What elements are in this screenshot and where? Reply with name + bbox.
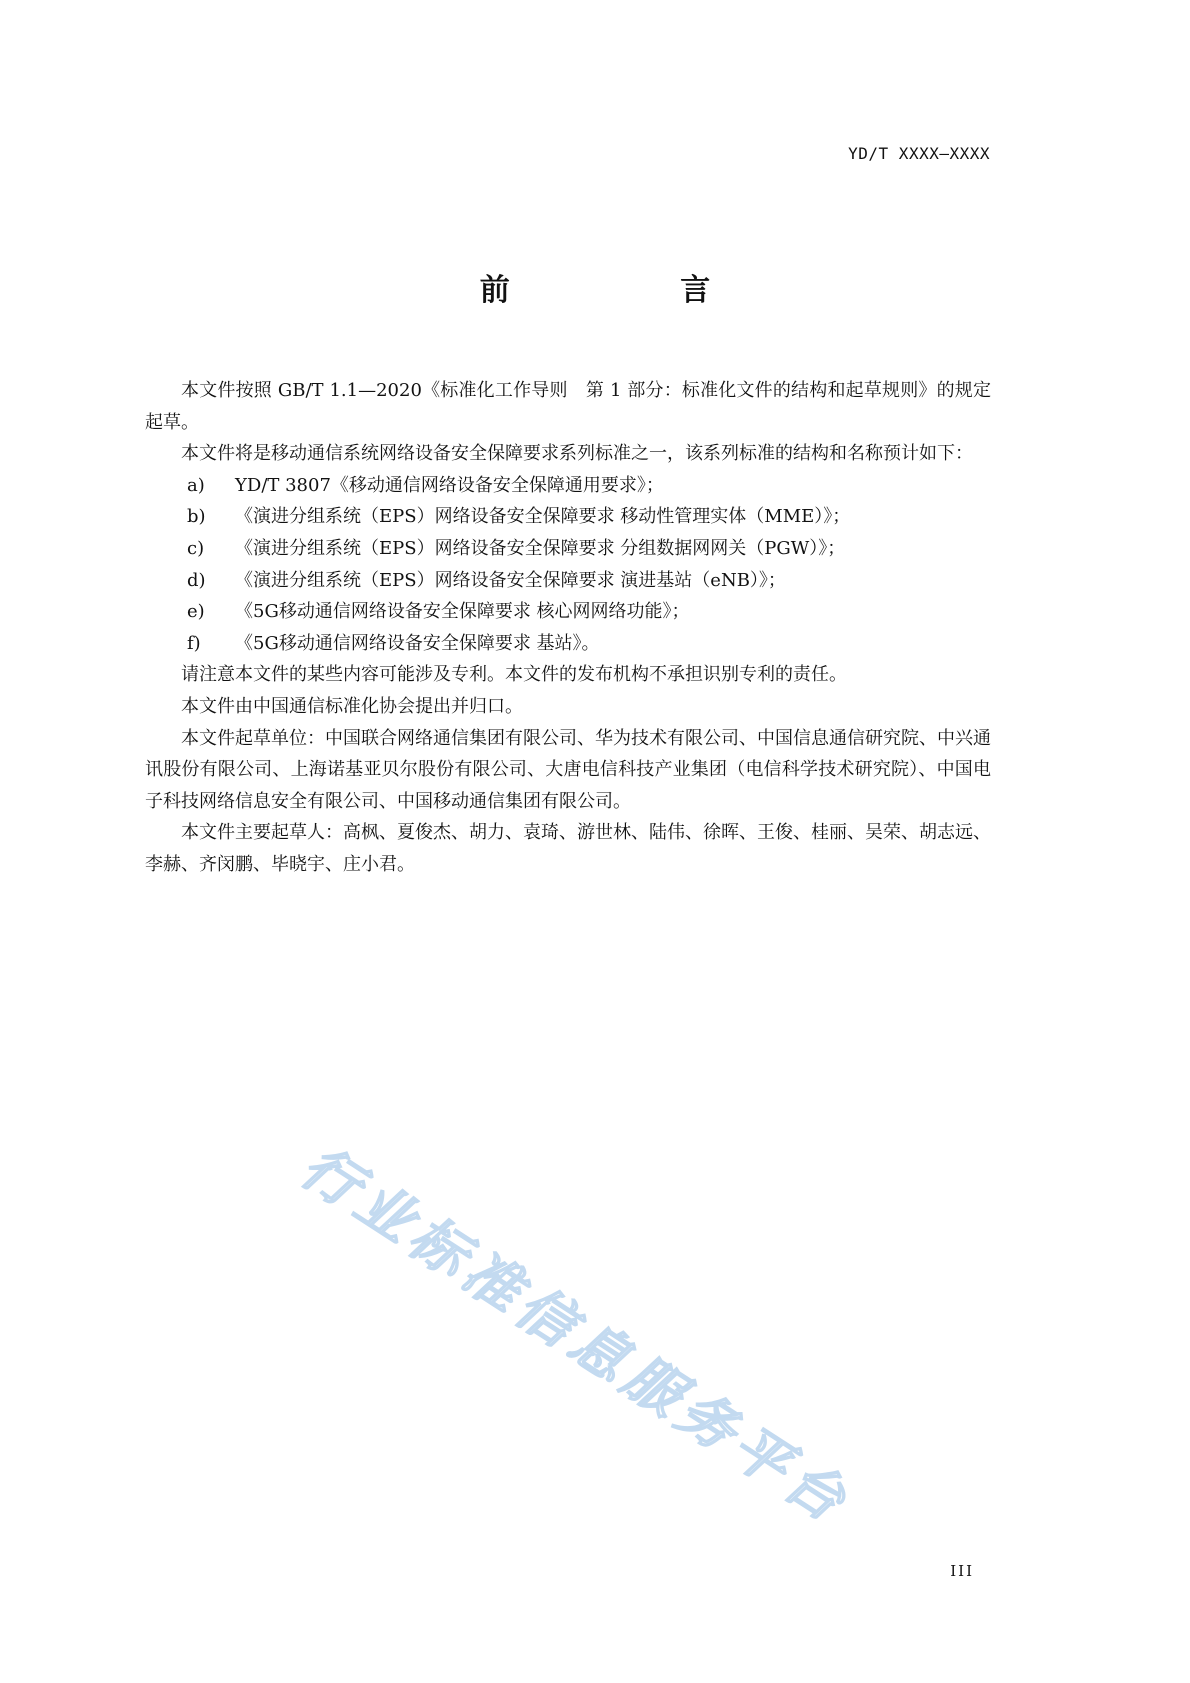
list-marker: e) bbox=[187, 601, 205, 623]
page-number: III bbox=[950, 1562, 974, 1580]
list-marker: f) bbox=[187, 632, 201, 654]
list-item bbox=[145, 565, 991, 597]
standard-code: YD/T XXXX—XXXX bbox=[848, 144, 990, 163]
list-item bbox=[145, 628, 991, 660]
list-text: YD/T 3807《移动通信网络设备安全保障通用要求》； bbox=[235, 474, 664, 496]
list-marker: d) bbox=[187, 569, 206, 591]
list-marker: c) bbox=[187, 537, 205, 559]
list-text: 《5G移动通信网络设备安全保障要求 核心网网络功能》； bbox=[235, 601, 690, 623]
list-item bbox=[145, 596, 991, 628]
page-title: 前 言 bbox=[479, 273, 791, 308]
list-text: 《演进分组系统（EPS）网络设备安全保障要求 演进基站（eNB）》； bbox=[235, 569, 786, 591]
list-text: 《演进分组系统（EPS）网络设备安全保障要求 移动性管理实体（MME）》； bbox=[235, 506, 851, 528]
paragraph-series-intro: 本文件将是移动通信系统网络设备安全保障要求系列标准之一，该系列标准的结构和名称预计如下： bbox=[181, 443, 973, 465]
series-list bbox=[145, 470, 991, 660]
list-marker: a) bbox=[187, 474, 205, 496]
drafters: 本文件主要起草人：高枫、夏俊杰、胡力、袁琦、游世林、陆伟、徐晖、王俊、桂丽、吴荣、胡志远、李赫、齐闵鹏、毕晓宇、庄小君。 bbox=[145, 822, 991, 875]
drafting-units: 本文件起草单位：中国联合网络通信集团有限公司、华为技术有限公司、中国信息通信研究院、中兴通讯股份有限公司、上海诺基亚贝尔股份有限公司、大唐电信科技产业集团（电信科学技术研究院）、中国电子科技网络信息安全有限公司、中国移动通信集团有限公司。 bbox=[145, 727, 991, 812]
paragraph-drafting-basis: 本文件按照 GB/T 1.1—2020《标准化工作导则 第 1 部分：标准化文件的结构和起草规则》的规定起草。 bbox=[145, 380, 991, 433]
list-item bbox=[145, 470, 991, 502]
list-text: 《5G移动通信网络设备安全保障要求 基站》。 bbox=[235, 632, 600, 654]
list-item bbox=[145, 501, 991, 533]
list-text: 《演进分组系统（EPS）网络设备安全保障要求 分组数据网网关（PGW）》； bbox=[235, 537, 846, 559]
list-marker: b) bbox=[187, 506, 206, 528]
list-item bbox=[145, 533, 991, 565]
patent-notice: 请注意本文件的某些内容可能涉及专利。本文件的发布机构不承担识别专利的责任。 bbox=[181, 664, 847, 686]
watermark-text: 行业标准信息服务平台 bbox=[289, 1134, 862, 1538]
foreword-body bbox=[145, 375, 991, 881]
proposer-statement: 本文件由中国通信标准化协会提出并归口。 bbox=[181, 695, 523, 717]
